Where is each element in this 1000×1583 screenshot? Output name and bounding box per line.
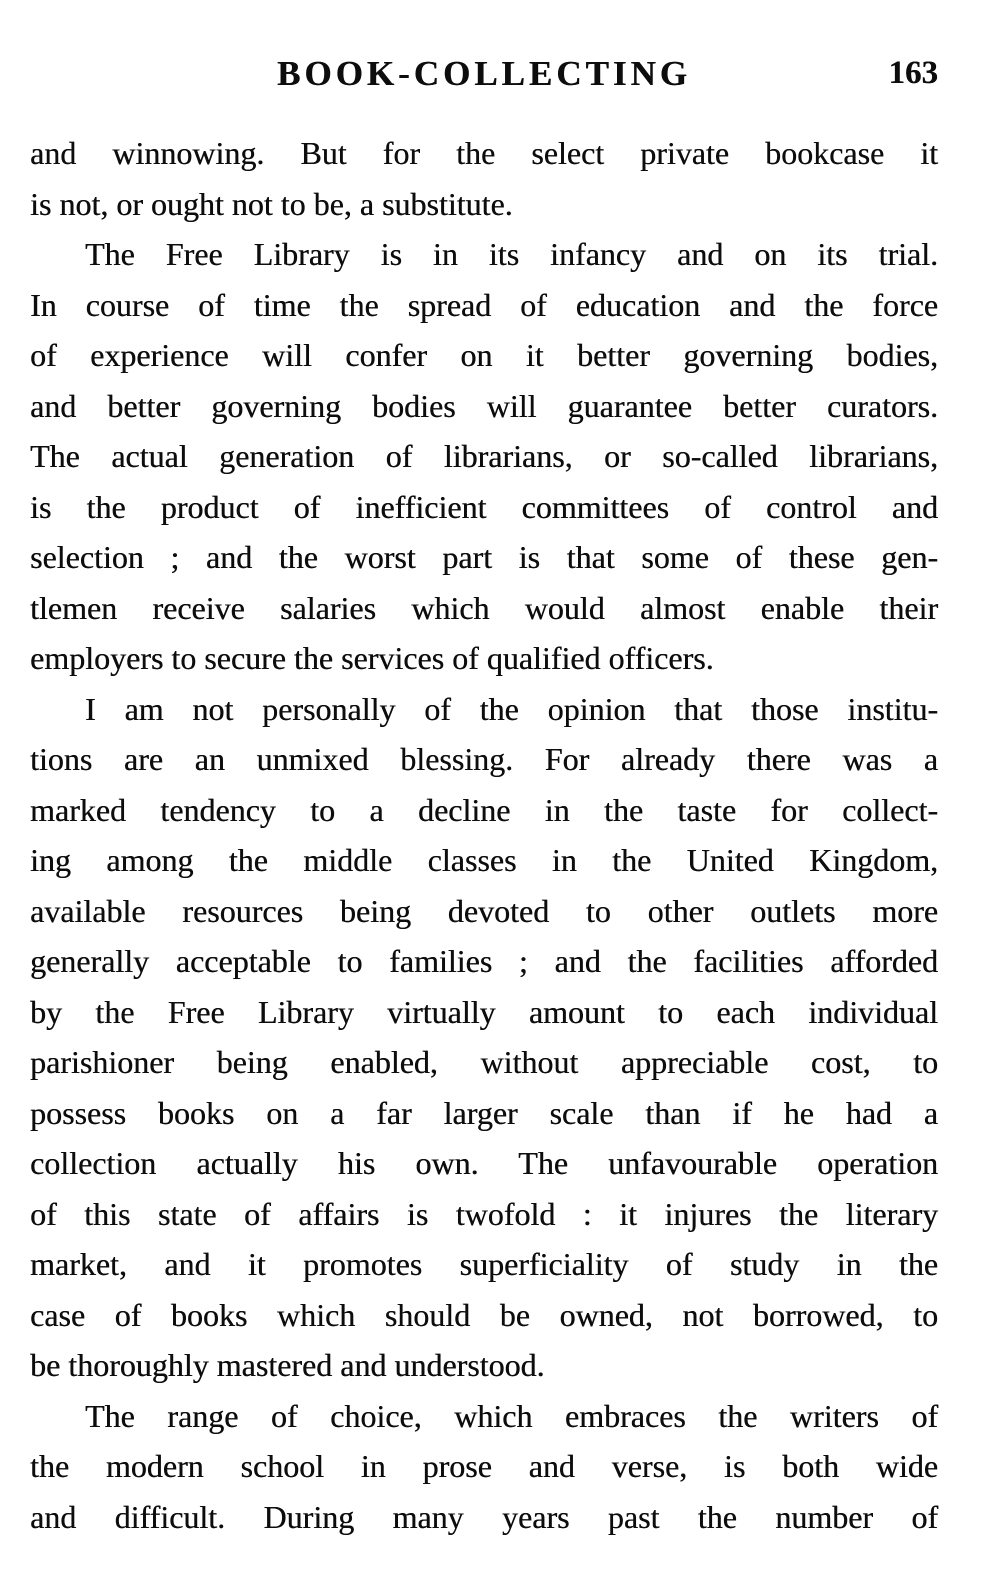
text-line: In course of time the spread of education and the force [30, 286, 938, 323]
text-line: ing among the middle classes in the United Kingdom, [30, 842, 938, 878]
text-line: and difficult. During many years past the number of [30, 1498, 938, 1535]
text-line: and better governing bodies will guarantee better curators. [30, 387, 938, 424]
text-line: of experience will confer on it better governing bodies, [30, 337, 938, 373]
body-text [30, 128, 938, 1542]
running-header-title: BOOK-COLLECTING [277, 54, 691, 93]
paragraph [30, 1391, 938, 1543]
text-line: I am not personally of the opinion that those institu- [85, 690, 938, 727]
text-line: generally acceptable to families ; and the facilities afforded [30, 943, 938, 979]
text-line: be thoroughly mastered and understood. [30, 1347, 545, 1383]
paragraph [30, 229, 938, 684]
text-line: selection ; and the worst part is that some of these gen- [30, 539, 938, 575]
text-line: employers to secure the services of qualified officers. [30, 640, 714, 676]
page-number: 163 [888, 55, 938, 91]
text-line: the modern school in prose and verse, is both wide [30, 1448, 938, 1484]
text-line: case of books which should be owned, not borrowed, to [30, 1296, 938, 1333]
text-line: The Free Library is in its infancy and on its trial. [85, 236, 938, 272]
text-line: available resources being devoted to other outlets more [30, 892, 938, 929]
text-line: possess books on a far larger scale than if he had a [30, 1094, 938, 1131]
text-line: The actual generation of librarians, or so-called librarians, [30, 438, 938, 474]
text-line: by the Free Library virtually amount to each individual [30, 993, 938, 1030]
paragraph [30, 128, 938, 229]
text-line: tlemen receive salaries which would almost enable their [30, 589, 938, 626]
text-line: tions are an unmixed blessing. For already there was a [30, 741, 938, 777]
text-line: marked tendency to a decline in the taste for collect- [30, 791, 938, 828]
text-line: parishioner being enabled, without appreciable cost, to [30, 1044, 938, 1080]
text-line: market, and it promotes superficiality of study in the [30, 1246, 938, 1282]
text-line: of this state of affairs is twofold : it injures the literary [30, 1195, 938, 1232]
page-header [30, 54, 938, 98]
text-line: and winnowing. But for the select private bookcase it [30, 135, 938, 171]
text-line: is not, or ought not to be, a substitute. [30, 185, 513, 222]
text-line: collection actually his own. The unfavourable operation [30, 1145, 938, 1181]
text-line: is the product of inefficient committees of control and [30, 488, 938, 525]
paragraph [30, 684, 938, 1391]
text-line: The range of choice, which embraces the writers of [85, 1397, 938, 1434]
